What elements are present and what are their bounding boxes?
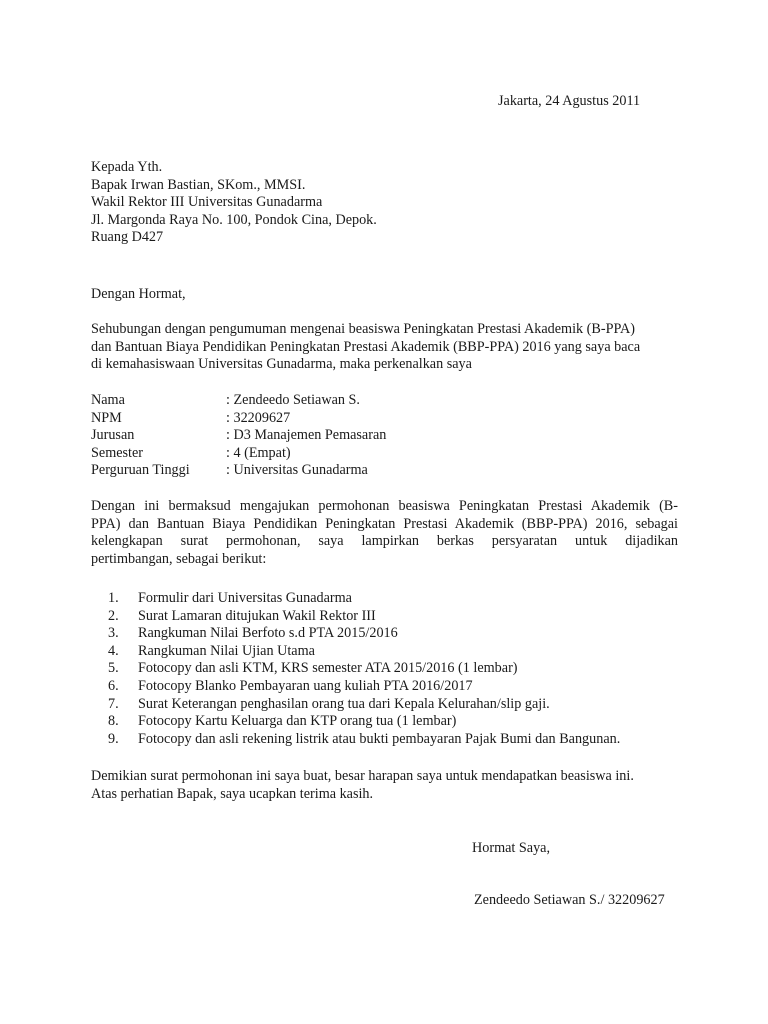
place-date: Jakarta, 24 Agustus 2011: [498, 93, 641, 109]
list-text: Fotocopy Blanko Pembayaran uang kuliah PTA 2016/2017: [138, 677, 473, 694]
list-text: Surat Keterangan penghasilan orang tua dari Kepala Kelurahan/slip gaji.: [138, 695, 550, 712]
identity-label: Jurusan: [91, 427, 135, 444]
identity-value: : Universitas Gunadarma: [226, 462, 368, 479]
attachment-list: [108, 590, 620, 748]
identity-value: : 32209627: [226, 409, 291, 426]
list-text: Surat Lamaran ditujukan Wakil Rektor III: [138, 607, 376, 624]
list-number: 5.: [108, 660, 119, 677]
list-text: Rangkuman Nilai Ujian Utama: [138, 642, 315, 659]
identity-table: [91, 392, 386, 480]
closing-line: Atas perhatian Bapak, saya ucapkan terima kasih.: [91, 785, 374, 802]
recipient-line: Bapak Irwan Bastian, SKom., MMSI.: [91, 176, 306, 193]
request-line: Dengan ini bermaksud mengajukan permohonan beasiswa Peningkatan Prestasi Akademik (B-: [91, 498, 678, 514]
list-text: Rangkuman Nilai Berfoto s.d PTA 2015/2016: [138, 625, 398, 642]
list-number: 7.: [108, 695, 119, 712]
request-paragraph: [91, 498, 678, 568]
list-item: [108, 608, 620, 626]
request-line: pertimbangan, sebagai berikut:: [91, 550, 267, 567]
list-item: [108, 643, 620, 661]
request-line: kelengkapan surat permohonan, saya lampirkan berkas persyaratan untuk dijadikan: [91, 533, 678, 550]
identity-row: [91, 392, 386, 410]
list-number: 2.: [108, 607, 119, 624]
signature-name: Zendeedo Setiawan S./ 32209627: [474, 892, 665, 908]
closing-paragraph: [91, 768, 634, 803]
list-number: 1.: [108, 590, 119, 606]
list-number: 6.: [108, 677, 119, 694]
identity-label: Nama: [91, 392, 125, 408]
list-item: [108, 731, 620, 749]
identity-label: Semester: [91, 444, 144, 461]
recipient-line: Jl. Margonda Raya No. 100, Pondok Cina, Depok.: [91, 211, 377, 228]
list-item: [108, 625, 620, 643]
list-number: 4.: [108, 642, 119, 659]
identity-row: [91, 462, 386, 480]
identity-label: Perguruan Tinggi: [91, 462, 190, 479]
identity-value: : 4 (Empat): [226, 444, 291, 461]
list-item: [108, 696, 620, 714]
request-line: PPA) dan Bantuan Biaya Pendidikan Peningkatan Prestasi Akademik (BBP-PPA) 2016, sebagai: [91, 515, 678, 532]
greeting: Dengan Hormat,: [91, 286, 186, 302]
closing-line: Demikian surat permohonan ini saya buat, besar harapan saya untuk mendapatkan beasiswa ini.: [91, 768, 634, 784]
intro-paragraph: [91, 321, 640, 374]
recipient-line: Ruang D427: [91, 229, 164, 246]
list-item: [108, 713, 620, 731]
list-number: 8.: [108, 713, 119, 730]
list-number: 9.: [108, 730, 119, 747]
list-item: [108, 590, 620, 608]
identity-value: : Zendeedo Setiawan S.: [226, 392, 360, 408]
intro-line: Sehubungan dengan pengumuman mengenai beasiswa Peningkatan Prestasi Akademik (B-PPA): [91, 321, 636, 337]
sign-off: Hormat Saya,: [472, 840, 551, 856]
intro-line: dan Bantuan Biaya Pendidikan Peningkatan Prestasi Akademik (BBP-PPA) 2016 yang saya baca: [91, 338, 641, 355]
identity-row: [91, 410, 386, 428]
list-text: Formulir dari Universitas Gunadarma: [138, 590, 352, 606]
intro-line: di kemahasiswaan Universitas Gunadarma, maka perkenalkan saya: [91, 356, 472, 373]
list-text: Fotocopy Kartu Keluarga dan KTP orang tua (1 lembar): [138, 713, 457, 730]
list-item: [108, 678, 620, 696]
identity-row: [91, 445, 386, 463]
list-text: Fotocopy dan asli KTM, KRS semester ATA 2015/2016 (1 lembar): [138, 660, 518, 677]
recipient-block: [91, 159, 377, 247]
list-text: Fotocopy dan asli rekening listrik atau bukti pembayaran Pajak Bumi dan Bangunan.: [138, 730, 621, 747]
list-number: 3.: [108, 625, 119, 642]
list-item: [108, 660, 620, 678]
recipient-line: Kepada Yth.: [91, 159, 163, 175]
identity-row: [91, 427, 386, 445]
recipient-line: Wakil Rektor III Universitas Gunadarma: [91, 194, 323, 211]
identity-value: : D3 Manajemen Pemasaran: [226, 427, 387, 444]
identity-label: NPM: [91, 409, 122, 426]
